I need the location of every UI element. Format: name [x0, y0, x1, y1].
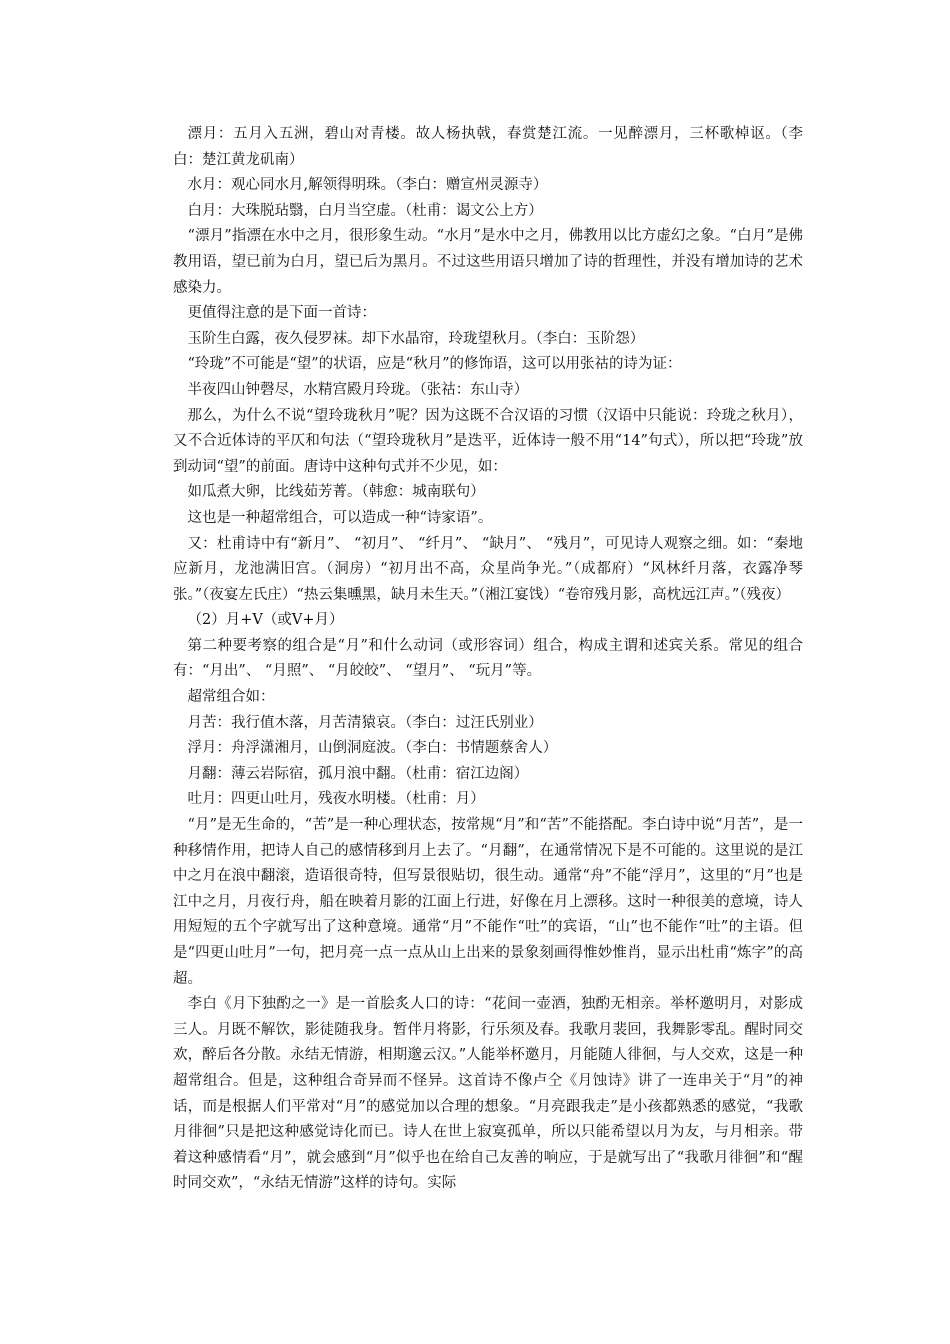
paragraph-12: 又：杜甫诗中有“新月”、 “初月”、 “纤月”、 “缺月”、 “残月”，可见诗人观察之细。如：“秦地应新月，龙池满旧宫。（洞房）“初月出不高，众星尚争光。”（成都府）“风林纤月落，衣露净琴张。”（夜宴左氏庄）“热云集曛黑，缺月未生天。”（湘江宴饯）“卷帘残月影，高枕远江声。”（残夜） — [173, 535, 803, 603]
paragraph-2: 水月：观心同水月,解领得明珠。（李白：赠宣州灵源寺） — [187, 177, 548, 194]
paragraph-15: 超常组合如： — [187, 689, 275, 706]
section-heading: （2）月+V（或V+月） — [187, 612, 344, 629]
paragraph-9: 那么，为什么不说“望玲珑秋月”呢？因为这既不合汉语的习惯（汉语中只能说：玲珑之秋月），又不合近体诗的平仄和句法（“望玲珑秋月”是迭平，近体诗一般不用“14”句式），所以把“玲珑”放到动词“望”的前面。唐诗中这种句式并不少见，如： — [173, 407, 803, 475]
paragraph-18: 月翻：薄云岩际宿，孤月浪中翻。（杜甫：宿江边阁） — [187, 765, 529, 782]
paragraph-3: 白月：大珠脱玷翳，白月当空虚。（杜甫：谒文公上方） — [187, 202, 543, 219]
paragraph-14: 第二种要考察的组合是“月”和什么动词（或形容词）组合，构成主谓和述宾关系。常见的组合有：“月出”、 “月照”、 “月皎皎”、 “望月”、 “玩月”等。 — [173, 637, 803, 680]
paragraph-19: 吐月：四更山吐月，残夜水明楼。（杜甫：月） — [187, 791, 485, 808]
paragraph-1: 漂月：五月入五洲，碧山对青楼。故人杨执戟，春赏楚江流。一见醉漂月，三杯歌棹讴。（李白：楚江黄龙矶南） — [173, 126, 803, 168]
paragraph-10: 如瓜煮大卵，比线茹芳菁。（韩愈：城南联句） — [187, 484, 485, 501]
paragraph-16: 月苦：我行值木落，月苦清猿哀。（李白：过汪氏别业） — [187, 714, 543, 731]
paragraph-8: 半夜四山钟磬尽，水精宫殿月玲珑。（张祜：东山寺） — [187, 381, 529, 398]
paragraph-5: 更值得注意的是下面一首诗： — [187, 305, 376, 322]
paragraph-21: 李白《月下独酌之一》是一首脍炙人口的诗：“花间一壶酒，独酌无相亲。举杯邀明月，对影成三人。月既不解饮，影徒随我身。暂伴月将影，行乐须及春。我歌月裴回，我舞影零乱。醒时同交欢，醉后各分散。永结无情游，相期邈云汉。”人能举杯邀月，月能随人徘徊，与人交欢，这是一种超常组合。但是，这种组合奇异而不怪异。这首诗不像卢仝《月蚀诗》讲了一连串关于“月”的神话，而是根据人们平常对“月”的感觉加以合理的想象。“月亮跟我走”是小孩都熟悉的感觉，“我歌月徘徊”只是把这种感觉诗化而已。诗人在世上寂寞孤单，所以只能希望以月为友，与月相亲。带着这种感情看“月”，就会感到“月”似乎也在给自己友善的响应，于是就写出了“我歌月徘徊”和“醒时同交欢”，“永结无情游”这样的诗句。实际 — [173, 996, 803, 1192]
paragraph-4: “漂月”指漂在水中之月，很形象生动。“水月”是水中之月，佛教用以比方虚幻之象。“白月”是佛教用语，望已前为白月，望已后为黑月。不过这些用语只增加了诗的哲理性，并没有增加诗的艺术感染力。 — [173, 228, 803, 296]
paragraph-11: 这也是一种超常组合，可以造成一种“诗家语”。 — [187, 509, 493, 526]
paragraph-17: 浮月：舟浮潇湘月，山倒洞庭波。（李白：书情题蔡舍人） — [187, 740, 558, 757]
document-body — [173, 122, 803, 1197]
paragraph-20: “月”是无生命的，“苦”是一种心理状态，按常规“月”和“苦”不能搭配。李白诗中说“月苦”，是一种移情作用，把诗人自己的感情移到月上去了。“月翻”，在通常情况下是不可能的。这里说的是江中之月在浪中翻滚，造语很奇特，但写景很贴切，很生动。通常“舟”不能“浮月”，这里的“月”也是江中之月，月夜行舟，船在映着月影的江面上行进，好像在月上漂移。这时一种很美的意境，诗人用短短的五个字就写出了这种意境。通常“月”不能作“吐”的宾语，“山”也不能作“吐”的主语。但是“四更山吐月”一句，把月亮一点一点从山上出来的景象刻画得惟妙惟肖，显示出杜甫“炼字”的高超。 — [173, 817, 804, 987]
paragraph-6: 玉阶生白露，夜久侵罗袜。却下水晶帘，玲珑望秋月。（李白：玉阶怨） — [187, 330, 645, 347]
paragraph-7: “玲珑”不可能是“望”的状语，应是“秋月”的修饰语，这可以用张祜的诗为证： — [187, 356, 682, 373]
